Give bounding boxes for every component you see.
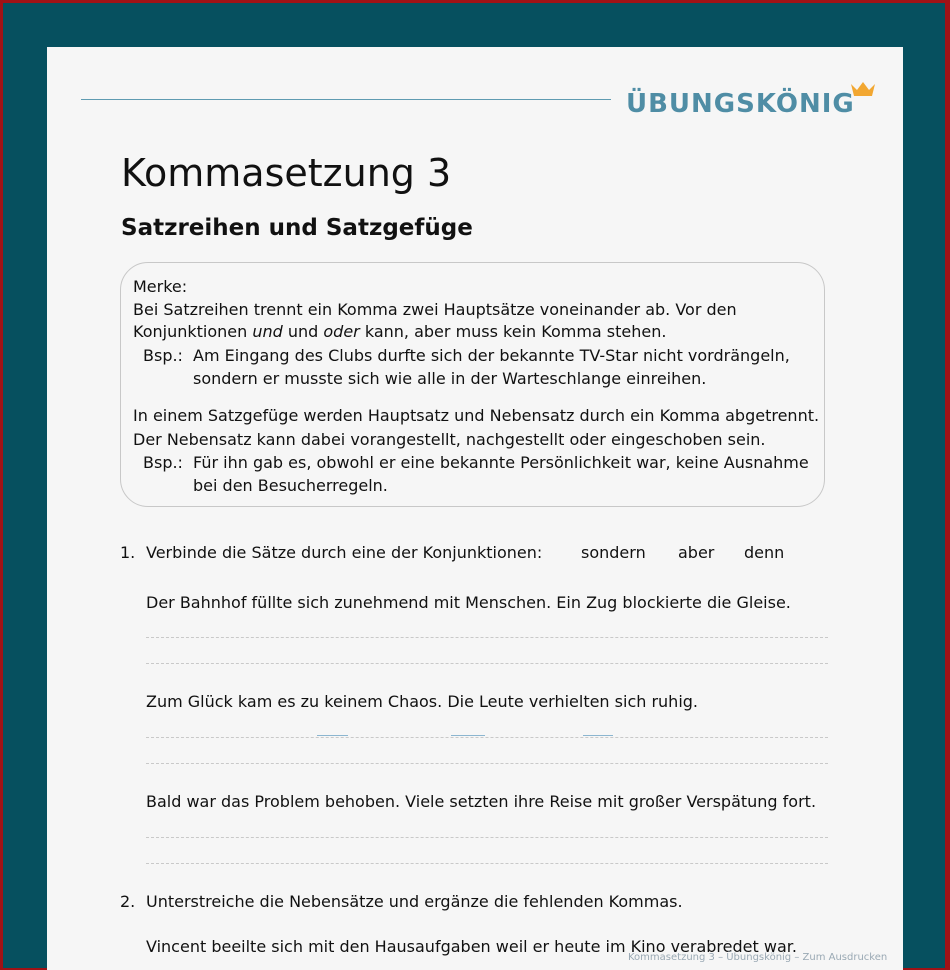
task-2-sentence-1: Vincent beeilte sich mit den Hausaufgaben weil er heute im Kino verabredet war. [146, 937, 797, 956]
task-1-sentence-1: Der Bahnhof füllte sich zunehmend mit Menschen. Ein Zug blockierte die Gleise. [146, 593, 791, 612]
merke-rule-2-line-2: Der Nebensatz kann dabei vorangestellt, nachgestellt oder eingeschoben sein. [133, 430, 766, 449]
task-1-instruction: Verbinde die Sätze durch eine der Konjunktionen: [146, 543, 543, 562]
merke-heading: Merke: [133, 277, 188, 296]
merke-rule-2-line-1: In einem Satzgefüge werden Hauptsatz und Nebensatz durch ein Komma abgetrennt. [133, 406, 820, 425]
marker-line [583, 735, 613, 736]
header-rule [81, 99, 611, 100]
example-2-line-1: Für ihn gab es, obwohl er eine bekannte Persönlichkeit war, keine Ausnahme [193, 453, 809, 472]
answer-line[interactable] [146, 763, 828, 764]
answer-line[interactable] [146, 663, 828, 664]
example-1-line-1: Am Eingang des Clubs durfte sich der bekannte TV-Star nicht vordrängeln, [193, 346, 790, 365]
answer-line[interactable] [146, 737, 828, 738]
term-und: und [252, 322, 283, 341]
example-label-2: Bsp.: [143, 453, 183, 472]
example-2-line-2: bei den Besucherregeln. [193, 476, 388, 495]
example-label-1: Bsp.: [143, 346, 183, 365]
marker-line [451, 735, 485, 736]
marker-line [317, 735, 348, 736]
conjunction-aber: aber [678, 543, 715, 562]
brand-logo: ÜBUNGSKÖNIG [626, 89, 855, 119]
task-2-instruction: Unterstreiche die Nebensätze und ergänze die fehlenden Kommas. [146, 892, 683, 911]
conjunction-denn: denn [744, 543, 785, 562]
task-1-sentence-2: Zum Glück kam es zu keinem Chaos. Die Leute verhielten sich ruhig. [146, 692, 699, 711]
crown-icon [850, 81, 876, 97]
footer-watermark: Kommasetzung 3 – Übungskönig – Zum Ausdrucken [628, 952, 888, 963]
page-subtitle: Satzreihen und Satzgefüge [121, 215, 473, 241]
page-title: Kommasetzung 3 [121, 151, 452, 195]
task-1-number: 1. [120, 543, 136, 562]
merke-rule-1-line-2: Konjunktionen und und oder kann, aber muss kein Komma stehen. [133, 322, 667, 341]
example-1-line-2: sondern er musste sich wie alle in der Warteschlange einreihen. [193, 369, 707, 388]
task-2-number: 2. [120, 892, 136, 911]
term-satzgefuege: Satzgefüge [207, 406, 299, 425]
answer-line[interactable] [146, 837, 828, 838]
term-satzreihen: Satzreihen [163, 300, 249, 319]
conjunction-sondern: sondern [581, 543, 646, 562]
term-oder: oder [323, 322, 360, 341]
answer-line[interactable] [146, 863, 828, 864]
task-1-sentence-3: Bald war das Problem behoben. Viele setzten ihre Reise mit großer Verspätung fort. [146, 792, 817, 811]
answer-line[interactable] [146, 637, 828, 638]
worksheet-page [47, 47, 903, 970]
merke-rule-1-line-1: Bei Satzreihen trennt ein Komma zwei Hauptsätze voneinander ab. Vor den [133, 300, 737, 319]
